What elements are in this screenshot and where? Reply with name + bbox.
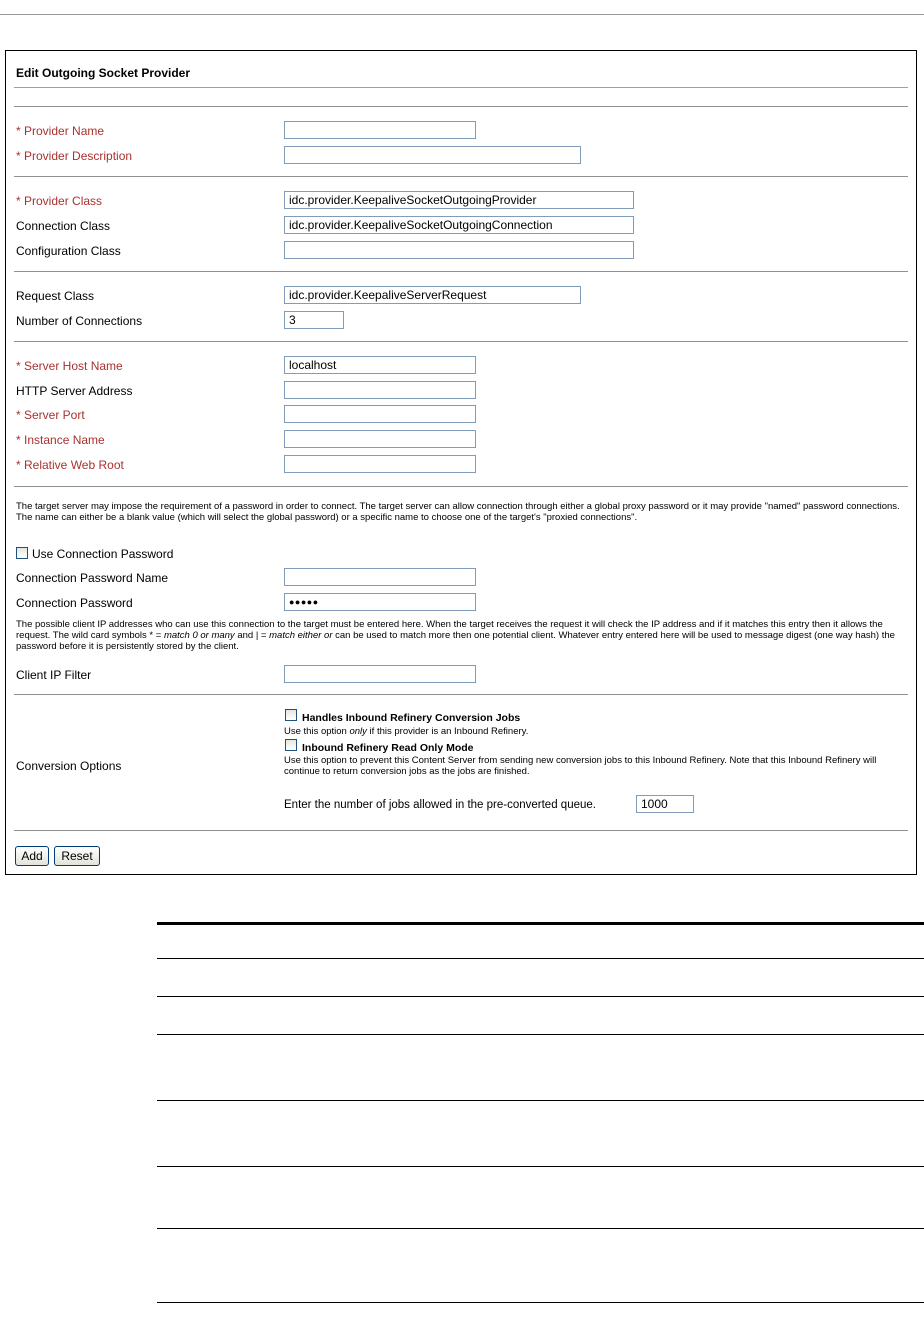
title-underline [14,87,908,88]
table-row-rule [157,1302,924,1303]
provider-class-input[interactable]: idc.provider.KeepaliveSocketOutgoingProvider [284,191,634,209]
number-of-connections-label: Number of Connections [16,314,143,328]
connection-password-input[interactable]: ●●●●● [284,593,476,611]
read-only-mode-checkbox[interactable] [285,739,297,751]
edit-outgoing-socket-provider-form [5,50,917,875]
handles-conversion-jobs-description: Use this option only if this provider is an Inbound Refinery. [284,726,529,737]
server-port-label: * Server Port [16,408,85,422]
provider-class-label: * Provider Class [16,194,103,208]
connection-password-name-input[interactable] [284,568,476,586]
page-title: Edit Outgoing Socket Provider [16,66,191,80]
table-row-rule [157,1228,924,1229]
instance-name-input[interactable] [284,430,476,448]
read-only-mode-label: Inbound Refinery Read Only Mode [302,742,474,754]
table-row-rule [157,996,924,997]
request-class-input[interactable]: idc.provider.KeepaliveServerRequest [284,286,581,304]
provider-description-label: * Provider Description [16,149,133,163]
divider [14,486,908,487]
table-row-rule [157,958,924,959]
relative-web-root-label: * Relative Web Root [16,458,124,472]
preconverted-queue-input[interactable]: 1000 [636,795,694,813]
page-header-rule [0,14,924,15]
divider [14,106,908,107]
reset-button[interactable]: Reset [54,846,100,866]
divider [14,341,908,342]
provider-description-input[interactable] [284,146,581,164]
divider [14,694,908,695]
handles-conversion-jobs-label: Handles Inbound Refinery Conversion Jobs [302,712,521,724]
table-top-rule [157,922,924,925]
provider-name-input[interactable] [284,121,476,139]
connection-class-input[interactable]: idc.provider.KeepaliveSocketOutgoingConnection [284,216,634,234]
client-ip-filter-input[interactable] [284,665,476,683]
divider [14,271,908,272]
conversion-options-label: Conversion Options [16,759,122,773]
request-class-label: Request Class [16,289,95,303]
configuration-class-label: Configuration Class [16,244,121,258]
provider-name-label: * Provider Name [16,124,105,138]
add-button[interactable]: Add [15,846,49,866]
http-server-address-label: HTTP Server Address [16,384,133,398]
http-server-address-input[interactable] [284,381,476,399]
read-only-mode-description: Use this option to prevent this Content Server from sending new conversion jobs to this Inbound Refinery. Note that this Inbound Refinery will continue to return conversion jobs as the jobs are finished. [284,755,877,777]
connection-password-name-label: Connection Password Name [16,571,169,585]
client-ip-filter-label: Client IP Filter [16,668,92,682]
divider [14,176,908,177]
use-connection-password-checkbox[interactable] [16,547,28,559]
connection-password-label: Connection Password [16,596,133,610]
server-host-name-input[interactable]: localhost [284,356,476,374]
password-help-text: The target server may impose the requirement of a password in order to connect. The target server can allow connection through either a global proxy password or it may provide "named" password connections. The name can either be a blank value (which will select the global password) or a specific name to choose one of the target's "proxied connections". [16,501,900,523]
connection-class-label: Connection Class [16,219,111,233]
number-of-connections-input[interactable]: 3 [284,311,344,329]
table-row-rule [157,1034,924,1035]
preconverted-queue-label: Enter the number of jobs allowed in the pre-converted queue. [284,799,596,811]
instance-name-label: * Instance Name [16,433,105,447]
divider [14,830,908,831]
table-row-rule [157,1166,924,1167]
relative-web-root-input[interactable] [284,455,476,473]
server-port-input[interactable] [284,405,476,423]
table-row-rule [157,1100,924,1101]
server-host-name-label: * Server Host Name [16,359,123,373]
configuration-class-input[interactable] [284,241,634,259]
use-connection-password-label: Use Connection Password [32,547,174,561]
handles-conversion-jobs-checkbox[interactable] [285,709,297,721]
client-ip-help-text: The possible client IP addresses who can use this connection to the target must be entered here. When the target receives the request it will check the IP address and if it matches this entry then it allows the request. The wild card symbols * = match 0 or many and | = match either or can be used to match more then one potential client. Whatever entry entered here will be used to message digest (one way hash) the password before it is persistently stored by the client. [16,619,895,652]
